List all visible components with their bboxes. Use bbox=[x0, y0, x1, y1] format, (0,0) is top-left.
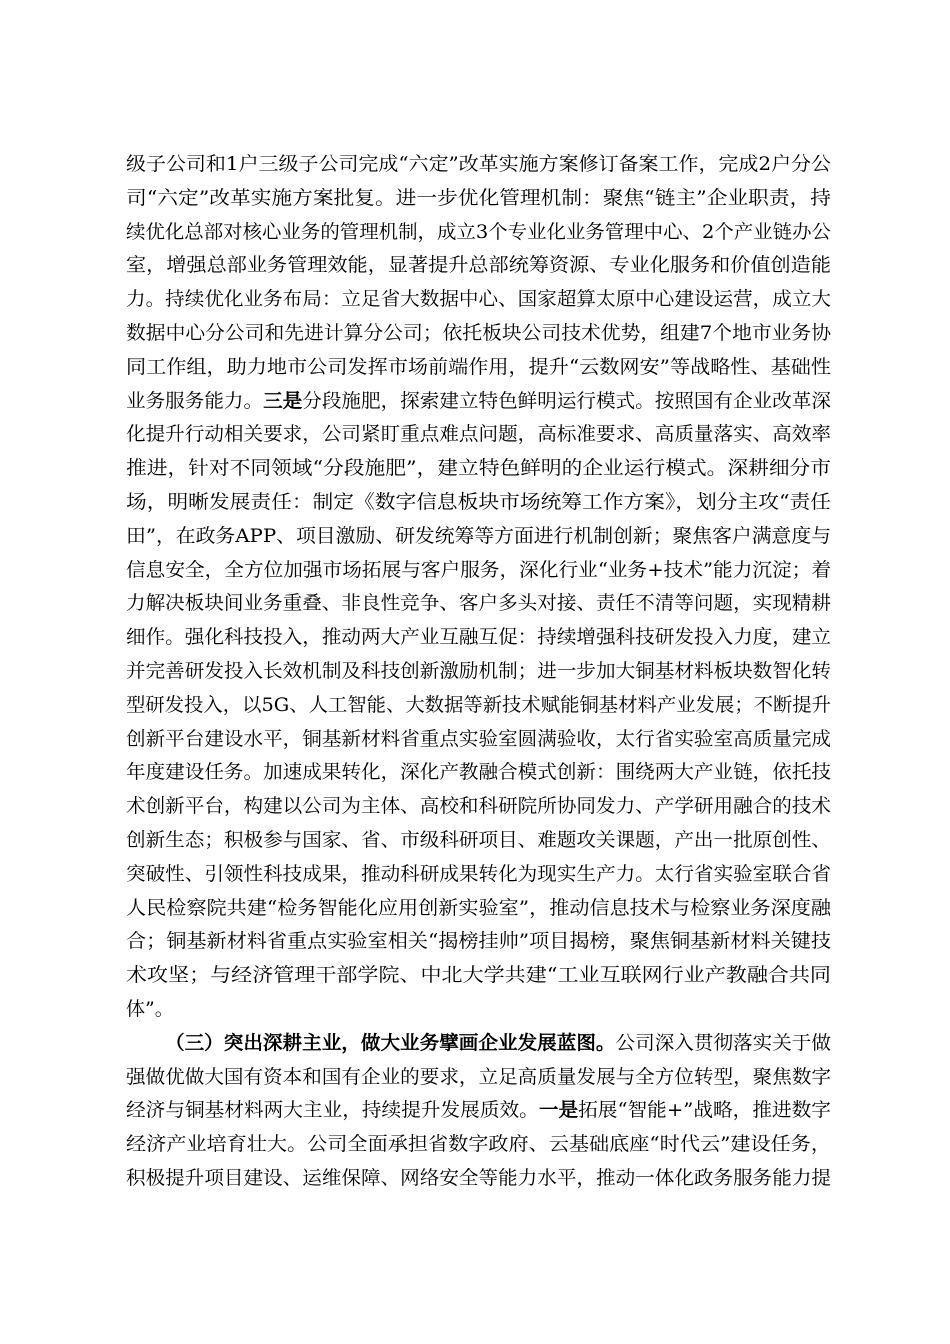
text-run: 创新生态；积极参与国家、省、市级科研项目、难题攻关课题，产出一批原创性、 bbox=[126, 829, 832, 851]
text-run: 司“六定”改革实施方案批复。进一步优化管理机制：聚焦“链主”企业职责，持 bbox=[126, 186, 832, 209]
text-run: 业务服务能力。 bbox=[126, 389, 264, 412]
text-run: 强做优做大国有资本和国有企业的要求，立足高质量发展与全方位转型，聚焦数字 bbox=[126, 1065, 832, 1088]
text-line bbox=[126, 287, 831, 311]
text-run: 术创新平台，构建以公司为主体、高校和科研院所协同发力、产学研用融合的技术 bbox=[126, 795, 832, 818]
text-run: 并完善研发投入长效机制及科技创新激励机制；进一步加大铜基材料板块数智化转 bbox=[126, 660, 832, 682]
text-line bbox=[126, 1132, 831, 1156]
text-line bbox=[126, 253, 831, 277]
text-run: 人民检察院共建“检务智能化应用创新实验室”，推动信息技术与检察业务深度融 bbox=[126, 896, 832, 919]
bold-run: （三）突出深耕主业，做大业务擘画企业发展蓝图。 bbox=[165, 1031, 616, 1054]
text-run: 场，明晰发展责任：制定《数字信息板块市场统筹工作方案》，划分主攻“责任 bbox=[126, 491, 832, 513]
text-line bbox=[126, 1098, 831, 1122]
text-run: 化提升行动相关要求，公司紧盯重点难点问题，高标准要求、高质量落实、高效率 bbox=[126, 423, 832, 446]
text-line bbox=[126, 896, 831, 920]
text-run: 经济与铜基材料两大主业，持续提升发展质效。 bbox=[126, 1099, 539, 1122]
text-line bbox=[126, 659, 831, 683]
text-line bbox=[126, 591, 831, 615]
text-run: 续优化总部对核心业务的管理机制，成立3个专业化业务管理中心、2个产业链办公 bbox=[126, 220, 831, 243]
text-line bbox=[126, 625, 831, 649]
text-run: 体”。 bbox=[126, 998, 174, 1020]
text-run: 年度建设任务。加速成果转化，深化产教融合模式创新：围绕两大产业链，依托技 bbox=[126, 761, 832, 784]
text-run: 创新平台建设水平，铜基新材料省重点实验室圆满验收，太行省实验室高质量完成 bbox=[126, 727, 832, 750]
text-line bbox=[126, 828, 831, 852]
text-run: 级子公司和1户三级子公司完成“六定”改革实施方案修订备案工作，完成2户分公 bbox=[126, 153, 832, 175]
text-run: 推进，针对不同领域“分段施肥”，建立特色鲜明的企业运行模式。深耕细分市 bbox=[126, 457, 832, 480]
text-run: 田”，在政务APP、项目激励、研发统筹等方面进行机制创新；聚焦客户满意度与 bbox=[126, 524, 832, 547]
text-line bbox=[126, 490, 831, 514]
text-line bbox=[126, 1065, 831, 1089]
text-line bbox=[126, 693, 831, 717]
text-line bbox=[126, 355, 831, 379]
text-line bbox=[126, 1166, 831, 1190]
text-line bbox=[126, 422, 831, 446]
text-line bbox=[126, 186, 831, 210]
text-run: 室，增强总部业务管理效能，显著提升总部统筹资源、专业化服务和价值创造能 bbox=[126, 254, 831, 277]
text-line bbox=[126, 220, 831, 244]
text-run: 细作。强化科技投入，推动两大产业互融互促：持续增强科技研发投入力度，建立 bbox=[126, 626, 832, 649]
text-run: 突破性、引领性科技成果，推动科研成果转化为现实生产力。太行省实验室联合省 bbox=[126, 862, 832, 885]
text-line bbox=[126, 389, 831, 413]
text-line bbox=[126, 456, 831, 480]
text-line bbox=[165, 1031, 831, 1055]
text-run: 型研发投入，以5G、人工智能、大数据等新技术赋能铜基材料产业发展；不断提升 bbox=[126, 693, 832, 716]
text-line bbox=[126, 524, 831, 548]
text-line bbox=[126, 727, 831, 751]
text-run: 同工作组，助力地市公司发挥市场前端作用，提升“云数网安”等战略性、基础性 bbox=[126, 355, 832, 378]
bold-run: 一是 bbox=[538, 1099, 579, 1122]
text-run: 公司深入贯彻落实关于做 bbox=[615, 1031, 831, 1054]
text-run: 合；铜基新材料省重点实验室相关“揭榜挂帅”项目揭榜，聚焦铜基新材料关键技 bbox=[126, 930, 832, 953]
text-line bbox=[126, 760, 831, 784]
text-line bbox=[126, 152, 831, 176]
text-line bbox=[126, 794, 831, 818]
text-run: 力解决板块间业务重叠、非良性竞争、客户多头对接、责任不清等问题，实现精耕 bbox=[126, 592, 832, 615]
text-run: 信息安全，全方位加强市场拓展与客户服务，深化行业“业务+技术”能力沉淀；着 bbox=[126, 558, 832, 581]
text-run: 经济产业培育壮大。公司全面承担省数字政府、云基础底座“时代云”建设任务， bbox=[126, 1133, 832, 1156]
text-line bbox=[126, 963, 831, 987]
text-run: 分段施肥，探索建立特色鲜明运行模式。按照国有企业改革深 bbox=[302, 389, 831, 412]
text-line bbox=[126, 321, 831, 345]
text-run: 术攻坚；与经济管理干部学院、中北大学共建“工业互联网行业产教融合共同 bbox=[126, 964, 831, 987]
bold-run: 三是 bbox=[263, 389, 303, 412]
text-line bbox=[126, 558, 831, 582]
text-run: 力。持续优化业务布局：立足省大数据中心、国家超算太原中心建设运营，成立大 bbox=[126, 288, 832, 311]
text-run: 拓展“智能+”战略，推进数字 bbox=[578, 1099, 831, 1122]
text-run: 积极提升项目建设、运维保障、网络安全等能力水平，推动一体化政务服务能力提 bbox=[126, 1167, 832, 1189]
text-run: 数据中心分公司和先进计算分公司；依托板块公司技术优势，组建7个地市业务协 bbox=[126, 322, 831, 344]
text-line bbox=[126, 997, 174, 1021]
text-line bbox=[126, 862, 831, 886]
text-line bbox=[126, 929, 831, 953]
